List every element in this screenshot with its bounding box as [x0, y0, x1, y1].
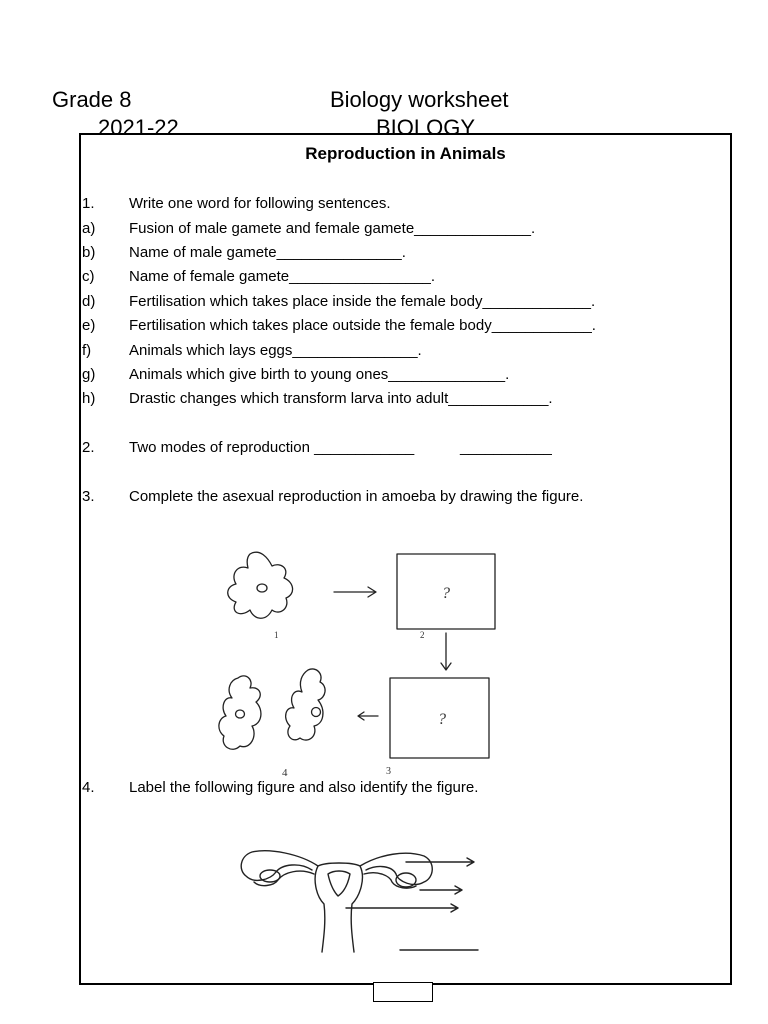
question-label: a) — [82, 220, 96, 237]
question-text: Name of female gamete_________________. — [129, 268, 436, 285]
arrow-right — [334, 587, 376, 597]
question-label: 1. — [82, 195, 95, 212]
question-label: d) — [82, 293, 96, 310]
box-2-mark: ? — [442, 585, 450, 602]
question-text: Two modes of reproduction ____________ ___________ — [129, 439, 552, 456]
stage-number-4: 4 — [282, 767, 288, 779]
question-label: f) — [82, 342, 92, 359]
subject-label: BIOLOGY — [376, 115, 476, 140]
question-text: Write one word for following sentences. — [129, 195, 391, 212]
amoeba-4b-nucleus — [312, 708, 321, 717]
amoeba-1-nucleus — [257, 584, 267, 592]
question-text: Fusion of male gamete and female gamete______________. — [129, 220, 536, 237]
question-text: Name of male gamete_______________. — [129, 244, 406, 261]
question-label: c) — [82, 268, 95, 285]
label-arrow-2 — [420, 886, 462, 894]
question-text: Label the following figure and also identify the figure. — [129, 779, 479, 796]
right-ovary — [396, 873, 416, 887]
question-label: 4. — [82, 779, 95, 796]
stage-number-2: 2 — [420, 630, 425, 640]
label-arrow-3 — [346, 904, 458, 912]
amoeba-1 — [228, 552, 293, 618]
question-text: Drastic changes which transform larva into adult____________. — [129, 390, 553, 407]
question-text: Complete the asexual reproduction in amoeba by drawing the figure. — [129, 488, 584, 505]
year-label: 2021-22 — [98, 115, 179, 140]
question-label: g) — [82, 366, 96, 383]
question-text: Animals which lays eggs_______________. — [129, 342, 422, 359]
question-label: 2. — [82, 439, 95, 456]
question-text: Animals which give birth to young ones______________. — [129, 366, 510, 383]
amoeba-4b — [286, 669, 325, 740]
question-text: Fertilisation which takes place outside the female body____________. — [129, 317, 596, 334]
page-number-box — [373, 982, 433, 1002]
question-label: b) — [82, 244, 96, 261]
worksheet-title: Biology worksheet — [330, 87, 509, 112]
question-label: 3. — [82, 488, 95, 505]
stage-number-3: 3 — [386, 766, 391, 777]
box-3-mark: ? — [438, 711, 446, 728]
arrow-left — [358, 712, 378, 720]
question-label: h) — [82, 390, 96, 407]
amoeba-4a — [219, 676, 261, 749]
grade-label: Grade 8 — [52, 87, 132, 112]
arrow-down — [441, 633, 451, 670]
left-ovary — [260, 870, 280, 882]
amoeba-fission-figure — [210, 540, 510, 780]
stage-number-1: 1 — [274, 630, 279, 640]
label-arrow-1 — [406, 858, 474, 866]
page-title: Reproduction in Animals — [305, 144, 506, 163]
reproductive-system-figure — [230, 840, 490, 960]
amoeba-4a-nucleus — [236, 710, 245, 718]
question-label: e) — [82, 317, 96, 334]
question-text: Fertilisation which takes place inside the female body_____________. — [129, 293, 596, 310]
